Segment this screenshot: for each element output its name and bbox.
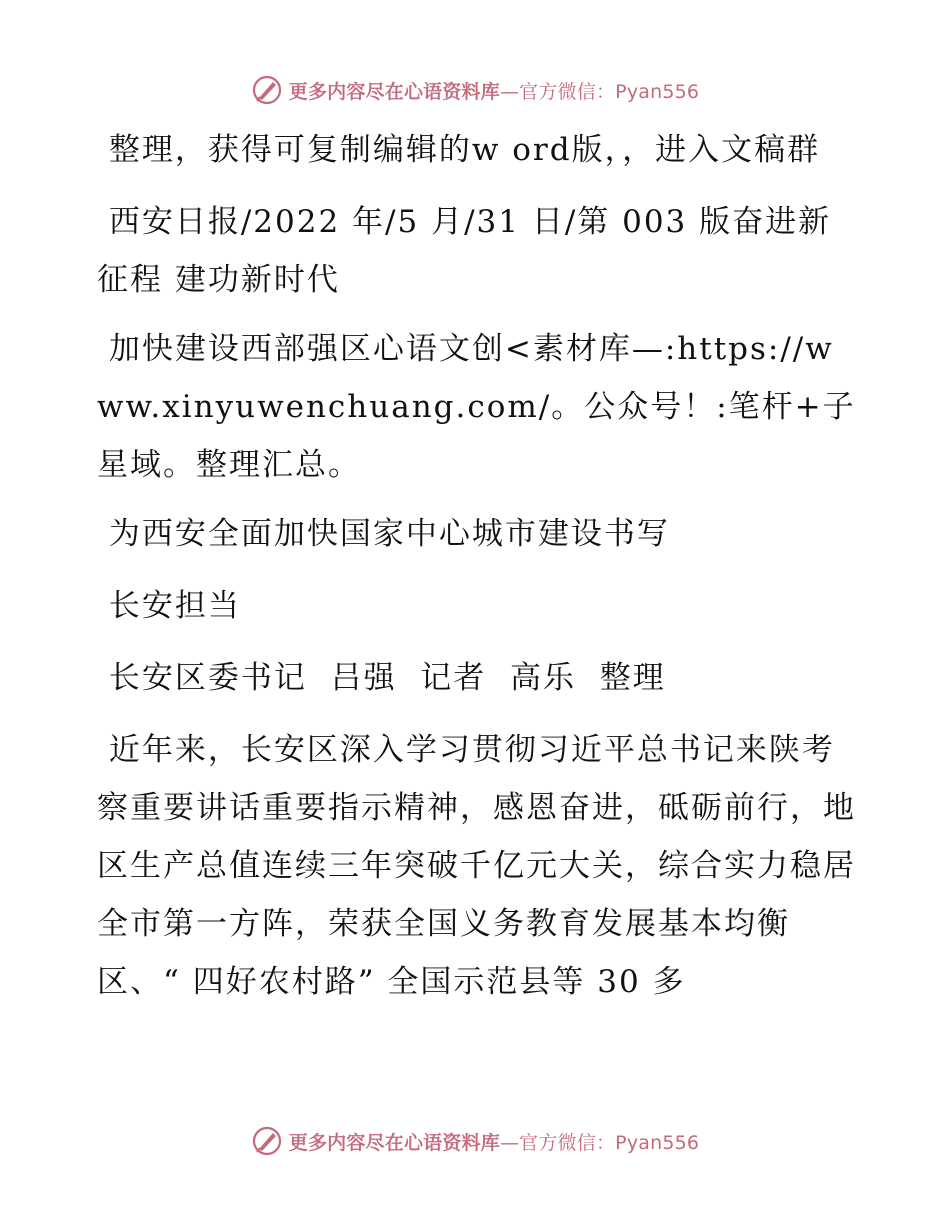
paragraph-source: 西安日报/2022 年/5 月/31 日/第 003 版奋进新征程 建功新时代	[97, 204, 832, 298]
paragraph-promo: 加快建设西部强区心语文创<素材库—:https://www.xinyuwenchuang.com/。公众号！:笔杆+子星域。整理汇总。	[97, 331, 856, 483]
watermark-contact-label: 官方微信：	[519, 80, 616, 103]
watermark-text	[289, 1128, 699, 1155]
watermark-separator: —	[499, 1131, 520, 1154]
watermark-contact-id: Pyan556	[615, 80, 700, 103]
quill-logo-icon	[251, 74, 283, 106]
paragraph-headline: 为西安全面加快国家中心城市建设书写	[97, 516, 670, 552]
quill-logo-icon	[251, 1125, 283, 1157]
watermark-main-text: 更多内容尽在心语资料库	[288, 80, 500, 103]
paragraph-byline: 长安区委书记 吕强 记者 高乐 整理	[97, 660, 666, 696]
watermark-contact-id: Pyan556	[615, 1131, 700, 1154]
watermark-main-text: 更多内容尽在心语资料库	[288, 1131, 500, 1154]
watermark-separator: —	[499, 80, 520, 103]
watermark-contact-label: 官方微信：	[519, 1131, 616, 1154]
paragraph-subheadline: 长安担当	[97, 588, 241, 624]
watermark-text	[289, 77, 699, 104]
paragraph-intro: 整理，获得可复制编辑的w ord版，，进入文稿群	[97, 132, 821, 168]
paragraph-body: 近年来，长安区深入学习贯彻习近平总书记来陕考察重要讲话重要指示精神，感恩奋进，砥砺前行，地区生产总值连续三年突破千亿元大关，综合实力稳居全市第一方阵，荣获全国义务教育发展基本均衡区、“ 四好农村路” 全国示范县等 30 多	[97, 732, 856, 1000]
footer-watermark	[0, 1119, 950, 1163]
document-body	[97, 121, 857, 1011]
header-watermark	[0, 68, 950, 112]
